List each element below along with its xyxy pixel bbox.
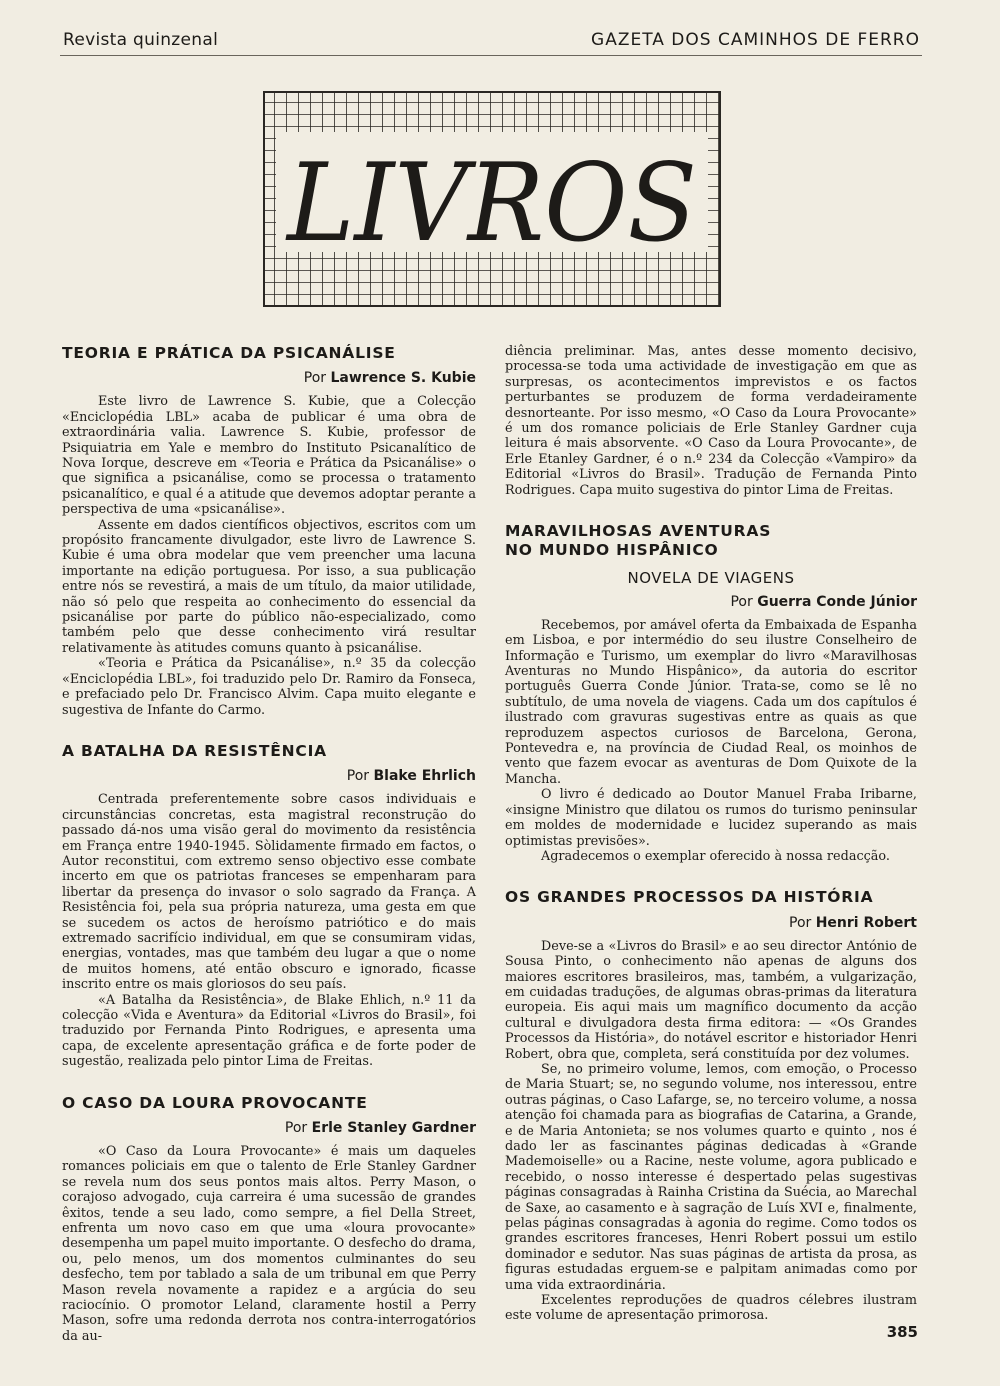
review-author: Henri Robert — [815, 914, 917, 931]
banner-logo-text: LIVROS — [285, 141, 697, 266]
review-author: Erle Stanley Gardner — [311, 1119, 476, 1136]
paragraph: Este livro de Lawrence S. Kubie, que a Colecção «Enciclopédia LBL» acaba de publicar é uma obra de extraordinária valia. Lawrence S. Kubie, professor de Psiquiatria em Yale e membro do Instituto Psicanalítico de Nova Iorque, descreve em «Teoria e Prática da Psicanálise» o que significa a psicanálise, como se processa o tratamento psicanalítico, e qual é a atitude que devemos adoptar perante a perspectiva de uma «psicanálise». — [62, 394, 476, 518]
running-header-left: Revista quinzenal — [63, 30, 219, 50]
review-byline: Por Lawrence S. Kubie — [303, 370, 476, 387]
paragraph: «Teoria e Prática da Psicanálise», n.º 35 da colecção «Enciclopédia LBL», foi traduzido pelo Dr. Ramiro da Fonseca, e prefaciado pelo Dr. Francisco Alvim. Capa muito elegante e sugestiva de Infante do Carmo. — [62, 656, 476, 718]
review-author: Lawrence S. Kubie — [330, 370, 476, 387]
paragraph: «O Caso da Loura Provocante» é mais um daqueles romances policiais em que o talento de Erle Stanley Gardner se revela num dos seus pontos mais altos. Perry Mason, o corajoso advogado, cuja carreira é uma sucessão de grandes êxitos, tende a seu lado, como sempre, a fiel Della Street, enfrenta um novo caso em que uma «loura provocante» desempenha um papel muito importante. O desfecho do drama, ou, pelo menos, um dos momentos culminantes do seu desfecho, tem por tablado a sala de um tribunal em que Perry Mason revela novamente a rapidez e a argúcia do seu raciocínio. O promotor Leland, claramente hostil a Perry Mason, sofre uma redonda derrota nos contra-interrogatórios da au- — [62, 1143, 476, 1344]
paragraph: Recebemos, por amável oferta da Embaixada de Espanha em Lisboa, e por intermédio do seu ilustre Conselheiro de Informação e Turismo, um exemplar do livro «Maravilhosas Aventuras no Mundo Hispânico», da autoria do escritor português Guerra Conde Júnior. Trata-se, como se lê no subtítulo, de uma novela de viagens. Cada um dos capítulos é ilustrado com gravuras sugestivas entre as quais as que reproduzem aspectos curiosos de Barcelona, Gerona, Pontevedra e, na província de Ciudad Real, os moinhos de vento que fazem evocar as aventuras de Dom Quixote de la Mancha. — [505, 617, 917, 787]
page-number: 385 — [886, 1323, 918, 1341]
review-loura — [62, 1094, 476, 1345]
paragraph: Deve-se a «Livros do Brasil» e ao seu director António de Sousa Pinto, o conhecimento não apenas de alguns dos maiores escritores brasileiros, mas, também, a vulgarização, em cuidadas traduções, de algumas obras-primas da literatura europeia. Eis aqui mais um magnífico documento da acção cultural e divulgadora desta firma editora: — «Os Grandes Processos da História», do notável escritor e historiador Henri Robert, obra que, completa, será constituída por dez volumes. — [505, 938, 917, 1062]
review-subtitle: NOVELA DE VIAGENS — [627, 568, 795, 587]
paragraph: O livro é dedicado ao Doutor Manuel Fraba Iribarne, «insigne Ministro que dilatou os rumos do turismo peninsular em moldes de modernidade e lucidez superando as mais optimistas previsões». — [505, 787, 917, 849]
review-psicanalise — [62, 344, 476, 718]
review-author: Guerra Conde Júnior — [757, 593, 917, 610]
review-author: Blake Ehrlich — [373, 768, 476, 785]
review-processos — [505, 888, 917, 1324]
review-byline: Por Blake Ehrlich — [346, 768, 476, 785]
review-byline: Por Guerra Conde Júnior — [730, 593, 917, 610]
review-title: MARAVILHOSAS AVENTURAS NO MUNDO HISPÂNICO — [505, 522, 772, 560]
right-column — [505, 344, 917, 1324]
paragraph: Agradecemos o exemplar oferecido à nossa redacção. — [541, 848, 890, 864]
paragraph-continued: diência preliminar. Mas, antes desse momento decisivo, processa-se toda uma actividade de investigação em que as surpresas, os acontecimentos imprevistos e os factos perturbantes se produzem de forma verdadeiramente desnorteante. Por isso mesmo, «O Caso da Loura Provocante» é um dos romance policiais de Erle Stanley Gardner cuja leitura é mais absorvente. «O Caso da Loura Provocante», de Erle Etanley Gardner, é o n.º 234 da Colecção «Vampiro» da Editorial «Livros do Brasil». Tradução de Fernanda Pinto Rodrigues. Capa muito sugestiva do pintor Lima de Freitas. — [505, 344, 917, 498]
review-byline: Por Henri Robert — [789, 914, 917, 931]
review-batalha — [62, 742, 476, 1070]
paragraph: «A Batalha da Resistência», de Blake Ehlich, n.º 11 da colecção «Vida e Aventura» da Editorial «Livros do Brasil», foi traduzido por Fernanda Pinto Rodrigues, e apresenta uma capa, de excelente apresentação gráfica e de forte poder de sugestão, realizada pelo pintor Lima de Freitas. — [62, 992, 476, 1070]
paragraph: Excelentes reproduções de quadros célebres ilustram este volume de apresentação primorosa. — [505, 1293, 917, 1324]
review-byline: Por Erle Stanley Gardner — [284, 1119, 476, 1136]
review-title: TEORIA E PRÁTICA DA PSICANÁLISE — [62, 344, 396, 362]
review-maravilhosas — [505, 522, 917, 864]
livros-banner — [262, 90, 722, 308]
review-title: OS GRANDES PROCESSOS DA HISTÓRIA — [505, 888, 874, 907]
paragraph: Assente em dados científicos objectivos, escritos com um propósito francamente divulgador, este livro de Lawrence S. Kubie é uma obra modelar que vem preencher uma lacuna importante na edição portuguesa. Por isso, a sua publicação entre nós se revestirá, a mais de um título, da maior utilidade, não só pelo que respeita ao conhecimento do essencial da psicanálise por parte do público não-especializado, como também pelo que desse conhecimento virá resultar relativamente às atitudes comuns quanto à psicanálise. — [62, 517, 476, 656]
running-header-right: GAZETA DOS CAMINHOS DE FERRO — [591, 30, 920, 50]
review-title: A BATALHA DA RESISTÊNCIA — [62, 741, 327, 760]
left-column — [62, 344, 476, 1344]
paragraph: Se, no primeiro volume, lemos, com emoção, o Processo de Maria Stuart; se, no segundo volume, nos interessou, entre outras páginas, o Caso Lafarge, se, no terceiro volume, a nossa atenção foi chamada para as biografias de Catarina, a Grande, e de Maria Antonieta; se nos volumes quarto e quinto , nos é dado ler as fascinantes páginas dedicadas à «Grande Mademoiselle» ou a Racine, neste volume, agora publicado e recebido, o nosso interesse é despertado pelas sugestivas páginas consagradas à Rainha Cristina da Suécia, ao Marechal de Saxe, ao casamento e à sagração de Luís XVI e, finalmente, pelas páginas consagradas à agonia do regime. Como todos os grandes escritores franceses, Henri Robert possui um estilo dominador e sedutor. Nas suas páginas de artista da prosa, as figuras estudadas erguem-se e palpitam animadas como por uma vida extraordinária. — [505, 1061, 917, 1293]
review-title: O CASO DA LOURA PROVOCANTE — [62, 1093, 368, 1112]
paragraph: Centrada preferentemente sobre casos individuais e circunstâncias concretas, esta magistral reconstrução do passado dá-nos uma visão geral do movimento da resistência em França entre 1940-1945. Sòlidamente firmado em factos, o Autor reconstitui, com extremo senso objectivo esse combate incerto em que os patriotas franceses se empenharam para libertar da presença do invasor o solo sagrado da França. A Resistência foi, pela sua própria natureza, uma gesta em que se sucedem os actos de heroísmo patriótico e do mais extremado sacrifício individual, em que se consumiram vidas, energias, vontades, mas que também deu lugar a que o nome de muitos homens, até então obscuro e ignorado, ficasse inscrito entre os mais gloriosos do seu país. — [62, 792, 476, 993]
header-rule — [60, 55, 922, 56]
